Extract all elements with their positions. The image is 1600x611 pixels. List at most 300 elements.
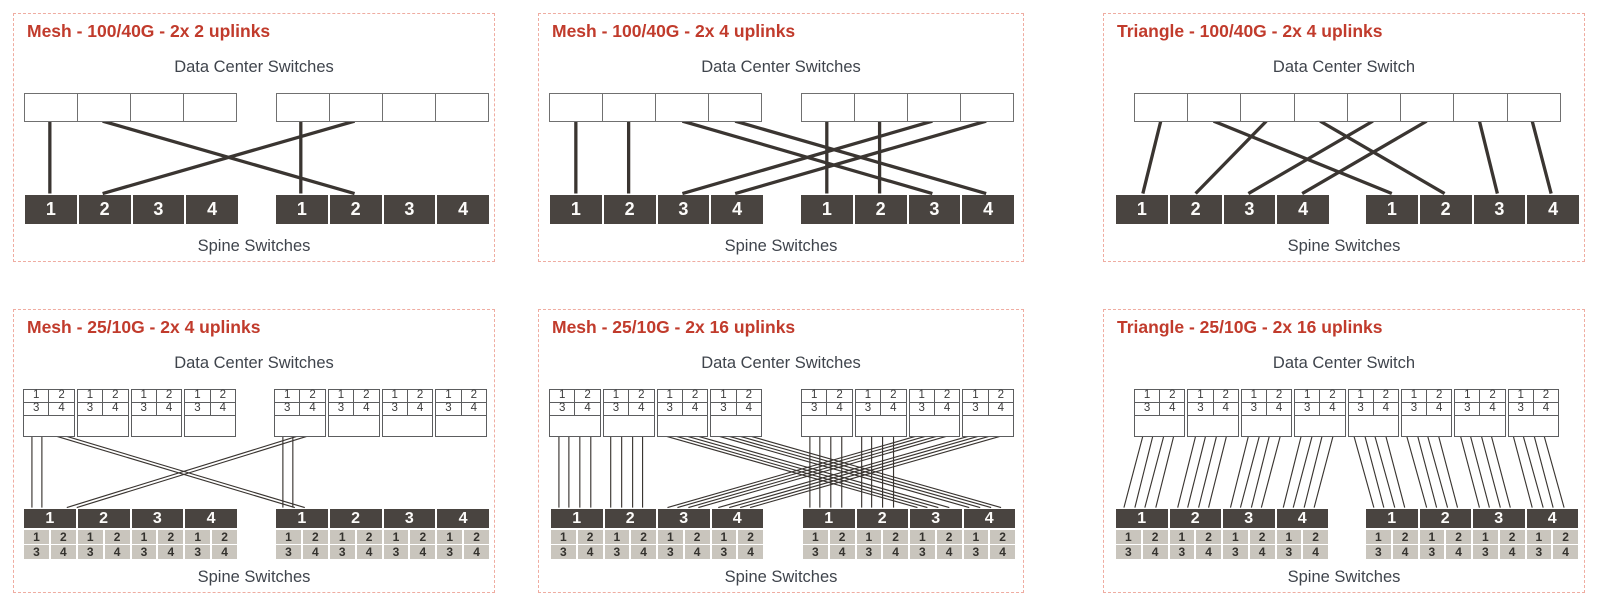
spine-switch-box: 2 bbox=[1170, 195, 1222, 224]
spine-port-cell: 1 bbox=[1170, 530, 1195, 544]
spine-switch-box: 4 bbox=[437, 195, 489, 224]
dc-switch-box bbox=[655, 93, 709, 122]
spine-switches-label: Spine Switches bbox=[197, 568, 311, 586]
uplink-line bbox=[729, 436, 979, 507]
dc-switch-body bbox=[1455, 416, 1504, 436]
spine-port-cell: 1 bbox=[964, 530, 989, 544]
spine-switch-box: 2 bbox=[330, 509, 382, 528]
dc-switch-body bbox=[275, 416, 325, 436]
spine-port-row bbox=[1366, 530, 1578, 544]
spine-port-cell: 1 bbox=[1420, 530, 1445, 544]
dc-port-cell: 4 bbox=[881, 403, 905, 415]
dc-switch-block bbox=[1134, 389, 1185, 437]
dc-switch-box bbox=[1453, 93, 1508, 122]
dc-switch-block bbox=[1348, 389, 1399, 437]
spine-switch-box: 2 bbox=[605, 509, 657, 528]
dc-port-cell: 2 bbox=[1320, 390, 1344, 402]
uplink-line bbox=[735, 121, 986, 193]
dc-port-cell: 4 bbox=[683, 403, 707, 415]
dc-port-cell: 4 bbox=[1214, 403, 1238, 415]
spine-port-cell: 3 bbox=[1277, 545, 1302, 559]
spine-port-cell: 4 bbox=[883, 545, 908, 559]
dc-port-cell: 2 bbox=[935, 390, 959, 402]
spine-port-cell: 2 bbox=[883, 530, 908, 544]
spine-switch-group bbox=[1366, 195, 1579, 224]
dc-switch-box bbox=[435, 93, 489, 122]
dc-switch-box bbox=[1187, 93, 1242, 122]
dc-switch-box bbox=[854, 93, 908, 122]
data-center-switches-label: Data Center Switches bbox=[174, 58, 334, 76]
spine-port-row bbox=[803, 530, 1015, 544]
spine-port-row bbox=[276, 530, 489, 544]
uplink-line bbox=[1461, 436, 1480, 507]
spine-port-cell: 3 bbox=[437, 545, 462, 559]
spine-switch-box: 4 bbox=[437, 509, 489, 528]
spine-port-cell: 1 bbox=[605, 530, 630, 544]
uplink-line bbox=[1251, 436, 1269, 507]
spine-port-cell: 3 bbox=[132, 545, 157, 559]
dc-port-cell: 1 bbox=[1188, 390, 1212, 402]
dc-switch-group bbox=[24, 93, 237, 122]
spine-port-row bbox=[1116, 530, 1328, 544]
spine-port-cell: 2 bbox=[1250, 530, 1275, 544]
spine-switch-box: 1 bbox=[1116, 509, 1168, 528]
spine-switch-box: 1 bbox=[1116, 195, 1168, 224]
spine-port-cell: 3 bbox=[384, 545, 409, 559]
dc-port-cell: 3 bbox=[711, 403, 735, 415]
uplink-line bbox=[1491, 436, 1510, 507]
spine-switch-row bbox=[803, 509, 1015, 528]
dc-switch-body bbox=[910, 416, 960, 436]
dc-switch-body bbox=[802, 416, 852, 436]
spine-switch-box: 2 bbox=[604, 195, 656, 224]
spine-port-row bbox=[1366, 545, 1578, 559]
dc-port-cell: 4 bbox=[629, 403, 653, 415]
spine-port-cell: 1 bbox=[276, 530, 301, 544]
dc-port-cell: 1 bbox=[802, 390, 826, 402]
uplink-line bbox=[686, 436, 938, 507]
spine-switches-label: Spine Switches bbox=[197, 237, 311, 255]
spine-port-cell: 3 bbox=[803, 545, 828, 559]
uplink-line bbox=[1386, 436, 1405, 507]
dc-switch-box bbox=[1240, 93, 1295, 122]
dc-switch-block bbox=[1454, 389, 1505, 437]
dc-switch-block bbox=[549, 389, 601, 437]
uplink-line bbox=[1124, 436, 1143, 507]
panel-title: Triangle - 25/10G - 2x 16 uplinks bbox=[1117, 317, 1383, 337]
spine-switch-box: 3 bbox=[384, 509, 436, 528]
dc-switch-body bbox=[1135, 416, 1184, 436]
uplink-line bbox=[750, 436, 1001, 507]
spine-port-cell: 4 bbox=[1250, 545, 1275, 559]
spine-port-cell: 2 bbox=[158, 530, 183, 544]
uplink-line bbox=[1481, 436, 1500, 507]
spine-switch-box: 4 bbox=[185, 509, 237, 528]
dc-switch-body bbox=[24, 416, 74, 436]
panel-title: Mesh - 100/40G - 2x 2 uplinks bbox=[27, 21, 271, 41]
spine-port-cell: 4 bbox=[1500, 545, 1525, 559]
spine-port-cell: 4 bbox=[105, 545, 130, 559]
spine-switch-box: 4 bbox=[186, 195, 238, 224]
spine-switch-box: 3 bbox=[1473, 509, 1525, 528]
uplink-line bbox=[739, 436, 991, 507]
dc-switch-group bbox=[801, 93, 1014, 122]
spine-port-cell: 2 bbox=[937, 530, 962, 544]
spine-switches-label: Spine Switches bbox=[1287, 568, 1401, 586]
uplink-line bbox=[682, 121, 932, 193]
dc-switch-group bbox=[1134, 389, 1559, 437]
dc-port-cell: 1 bbox=[910, 390, 934, 402]
dc-port-cell: 3 bbox=[1242, 403, 1266, 415]
dc-port-cell: 4 bbox=[157, 403, 181, 415]
spine-port-cell: 2 bbox=[578, 530, 603, 544]
uplink-line bbox=[1145, 436, 1164, 507]
spine-port-cell: 3 bbox=[1527, 545, 1552, 559]
uplink-line bbox=[1407, 436, 1427, 507]
uplink-line bbox=[1354, 436, 1374, 507]
spine-port-cell: 3 bbox=[1116, 545, 1141, 559]
dc-port-cell: 1 bbox=[185, 390, 209, 402]
dc-port-cell: 2 bbox=[300, 390, 324, 402]
uplink-line bbox=[1214, 121, 1392, 193]
dc-switch-block bbox=[131, 389, 183, 437]
spine-switch-box: 3 bbox=[1224, 195, 1276, 224]
dc-port-cell: 1 bbox=[1455, 390, 1479, 402]
spine-switch-group bbox=[24, 509, 237, 559]
spine-switch-row bbox=[1366, 509, 1578, 528]
spine-port-cell: 1 bbox=[1116, 530, 1141, 544]
dc-port-cell: 1 bbox=[24, 390, 48, 402]
dc-switch-group bbox=[549, 389, 762, 437]
spine-port-cell: 4 bbox=[1303, 545, 1328, 559]
spine-switch-row bbox=[1116, 509, 1328, 528]
spine-port-cell: 1 bbox=[1223, 530, 1248, 544]
spine-switch-box: 3 bbox=[909, 195, 961, 224]
spine-switch-row bbox=[276, 509, 489, 528]
dc-switch-body bbox=[550, 416, 600, 436]
dc-port-cell: 3 bbox=[856, 403, 880, 415]
spine-switch-box: 2 bbox=[78, 509, 130, 528]
dc-port-cell: 2 bbox=[408, 390, 432, 402]
dc-switch-box bbox=[1347, 93, 1402, 122]
spine-port-cell: 2 bbox=[1143, 530, 1168, 544]
dc-switch-block bbox=[855, 389, 907, 437]
spine-switch-group bbox=[276, 509, 489, 559]
spine-port-cell: 4 bbox=[738, 545, 763, 559]
spine-port-cell: 4 bbox=[1196, 545, 1221, 559]
spine-port-cell: 3 bbox=[964, 545, 989, 559]
spine-switch-box: 3 bbox=[658, 195, 710, 224]
spine-port-cell: 1 bbox=[384, 530, 409, 544]
uplink-line bbox=[1188, 436, 1206, 507]
spine-port-cell: 1 bbox=[803, 530, 828, 544]
spine-switch-box: 1 bbox=[801, 195, 853, 224]
uplink-line bbox=[665, 436, 917, 507]
spine-port-cell: 3 bbox=[1170, 545, 1195, 559]
spine-port-cell: 2 bbox=[830, 530, 855, 544]
uplink-line bbox=[718, 436, 969, 507]
data-center-switches-label: Data Center Switches bbox=[701, 354, 861, 372]
dc-switch-body bbox=[963, 416, 1013, 436]
spine-port-cell: 3 bbox=[24, 545, 49, 559]
dc-port-cell: 3 bbox=[24, 403, 48, 415]
dc-port-cell: 1 bbox=[132, 390, 156, 402]
spine-switch-group bbox=[550, 195, 763, 224]
dc-switch-body bbox=[856, 416, 906, 436]
dc-port-cell: 2 bbox=[683, 390, 707, 402]
uplink-line bbox=[1143, 121, 1161, 193]
dc-switch-block bbox=[1187, 389, 1238, 437]
dc-port-cell: 3 bbox=[132, 403, 156, 415]
spine-port-cell: 4 bbox=[212, 545, 237, 559]
dc-port-cell: 4 bbox=[103, 403, 127, 415]
dc-switch-group bbox=[274, 389, 487, 437]
spine-port-cell: 4 bbox=[357, 545, 382, 559]
spine-switch-box: 3 bbox=[910, 509, 962, 528]
dc-switch-box bbox=[907, 93, 961, 122]
spine-port-cell: 1 bbox=[132, 530, 157, 544]
dc-port-cell: 1 bbox=[856, 390, 880, 402]
dc-switch-box bbox=[708, 93, 762, 122]
dc-port-cell: 3 bbox=[963, 403, 987, 415]
uplink-line bbox=[1261, 436, 1280, 507]
spine-port-cell: 4 bbox=[631, 545, 656, 559]
dc-switch-block bbox=[603, 389, 655, 437]
dc-port-cell: 1 bbox=[1295, 390, 1319, 402]
spine-port-cell: 2 bbox=[105, 530, 130, 544]
uplink-line bbox=[740, 436, 990, 507]
spine-switch-box: 4 bbox=[1277, 195, 1329, 224]
uplink-line bbox=[1523, 436, 1543, 507]
dc-switch-block bbox=[1241, 389, 1292, 437]
spine-port-cell: 4 bbox=[1143, 545, 1168, 559]
uplink-line bbox=[1314, 436, 1333, 507]
uplink-line bbox=[667, 436, 916, 507]
spine-switch-box: 4 bbox=[962, 195, 1014, 224]
spine-switch-group bbox=[1366, 509, 1578, 559]
uplink-line bbox=[697, 436, 949, 507]
uplink-line bbox=[1248, 121, 1372, 193]
dc-port-cell: 2 bbox=[737, 390, 761, 402]
dc-switch-block bbox=[435, 389, 487, 437]
spine-port-cell: 4 bbox=[937, 545, 962, 559]
uplink-line bbox=[1534, 436, 1553, 507]
spine-port-cell: 1 bbox=[1473, 530, 1498, 544]
dc-port-cell: 2 bbox=[103, 390, 127, 402]
dc-switch-body bbox=[1188, 416, 1237, 436]
spine-port-cell: 4 bbox=[51, 545, 76, 559]
spine-port-cell: 2 bbox=[1500, 530, 1525, 544]
dc-switch-group bbox=[801, 389, 1014, 437]
spine-port-cell: 1 bbox=[78, 530, 103, 544]
uplink-line bbox=[1544, 436, 1564, 507]
dc-port-cell: 1 bbox=[1242, 390, 1266, 402]
dc-port-cell: 4 bbox=[1534, 403, 1558, 415]
spine-switch-box: 1 bbox=[551, 509, 603, 528]
dc-port-cell: 3 bbox=[1509, 403, 1533, 415]
spine-port-cell: 1 bbox=[910, 530, 935, 544]
dc-port-cell: 3 bbox=[275, 403, 299, 415]
dc-port-cell: 2 bbox=[989, 390, 1013, 402]
dc-port-cell: 4 bbox=[211, 403, 235, 415]
spine-switch-box: 1 bbox=[276, 195, 328, 224]
spine-port-cell: 3 bbox=[658, 545, 683, 559]
dc-switch-body bbox=[185, 416, 235, 436]
spine-port-cell: 3 bbox=[551, 545, 576, 559]
dc-port-cell: 3 bbox=[658, 403, 682, 415]
spine-port-row bbox=[803, 545, 1015, 559]
spine-port-cell: 2 bbox=[1393, 530, 1418, 544]
panel-title: Triangle - 100/40G - 2x 4 uplinks bbox=[1117, 21, 1383, 41]
data-center-switches-label: Data Center Switch bbox=[1272, 354, 1416, 372]
uplink-line bbox=[1135, 436, 1153, 507]
spine-port-cell: 2 bbox=[464, 530, 489, 544]
spine-port-cell: 2 bbox=[631, 530, 656, 544]
dc-switch-group bbox=[23, 389, 236, 437]
dc-port-cell: 3 bbox=[185, 403, 209, 415]
spine-switch-box: 3 bbox=[133, 195, 185, 224]
uplink-line bbox=[675, 436, 927, 507]
spine-port-row bbox=[276, 545, 489, 559]
spine-port-cell: 2 bbox=[1446, 530, 1471, 544]
dc-port-cell: 1 bbox=[658, 390, 682, 402]
spine-port-cell: 2 bbox=[410, 530, 435, 544]
dc-switch-body bbox=[132, 416, 182, 436]
panel-title: Mesh - 25/10G - 2x 4 uplinks bbox=[27, 317, 261, 337]
spine-switch-box: 4 bbox=[712, 509, 764, 528]
dc-port-cell: 2 bbox=[211, 390, 235, 402]
dc-switch-box bbox=[1134, 93, 1189, 122]
uplink-line bbox=[1320, 121, 1444, 193]
uplink-line bbox=[56, 436, 295, 507]
dc-switch-body bbox=[604, 416, 654, 436]
uplink-line bbox=[1375, 436, 1395, 507]
dc-switch-body bbox=[1349, 416, 1398, 436]
dc-switch-group bbox=[276, 93, 489, 122]
spine-port-row bbox=[1116, 545, 1328, 559]
dc-port-cell: 4 bbox=[1320, 403, 1344, 415]
spine-port-cell: 4 bbox=[1393, 545, 1418, 559]
dc-port-cell: 3 bbox=[383, 403, 407, 415]
spine-port-cell: 2 bbox=[1196, 530, 1221, 544]
dc-port-cell: 3 bbox=[802, 403, 826, 415]
spine-switch-box: 1 bbox=[550, 195, 602, 224]
dc-switch-block bbox=[657, 389, 709, 437]
panel-mesh-25-10g-2x16-uplinks bbox=[538, 309, 1024, 593]
dc-port-cell: 1 bbox=[963, 390, 987, 402]
dc-switch-box bbox=[130, 93, 184, 122]
dc-port-cell: 3 bbox=[550, 403, 574, 415]
spine-port-cell: 2 bbox=[685, 530, 710, 544]
dc-port-cell: 4 bbox=[354, 403, 378, 415]
uplink-line bbox=[1470, 436, 1489, 507]
spine-switch-box: 1 bbox=[25, 195, 77, 224]
spine-port-cell: 4 bbox=[990, 545, 1015, 559]
spine-switch-box: 3 bbox=[132, 509, 184, 528]
uplink-line bbox=[750, 436, 1001, 507]
spine-port-cell: 2 bbox=[357, 530, 382, 544]
dc-switch-box bbox=[183, 93, 237, 122]
uplink-line bbox=[67, 436, 298, 507]
spine-port-cell: 3 bbox=[1366, 545, 1391, 559]
spine-switch-box: 1 bbox=[803, 509, 855, 528]
dc-switch-box bbox=[1400, 93, 1455, 122]
dc-port-cell: 3 bbox=[1135, 403, 1159, 415]
spine-switch-box: 1 bbox=[24, 509, 76, 528]
spine-port-cell: 4 bbox=[410, 545, 435, 559]
spine-switch-row bbox=[24, 509, 237, 528]
data-center-switches-label: Data Center Switches bbox=[701, 58, 861, 76]
spine-port-cell: 1 bbox=[185, 530, 210, 544]
dc-switch-block bbox=[23, 389, 75, 437]
dc-port-cell: 3 bbox=[1349, 403, 1373, 415]
dc-switch-body bbox=[658, 416, 708, 436]
spine-port-cell: 3 bbox=[185, 545, 210, 559]
spine-port-cell: 3 bbox=[712, 545, 737, 559]
dc-port-cell: 1 bbox=[604, 390, 628, 402]
dc-port-cell: 4 bbox=[935, 403, 959, 415]
spine-port-cell: 1 bbox=[658, 530, 683, 544]
dc-port-cell: 4 bbox=[462, 403, 486, 415]
spine-port-cell: 4 bbox=[830, 545, 855, 559]
spine-port-cell: 3 bbox=[857, 545, 882, 559]
dc-port-cell: 2 bbox=[827, 390, 851, 402]
dc-port-cell: 2 bbox=[49, 390, 73, 402]
dc-switch-body bbox=[383, 416, 433, 436]
spine-port-cell: 3 bbox=[605, 545, 630, 559]
dc-port-cell: 4 bbox=[1160, 403, 1184, 415]
dc-switch-body bbox=[329, 416, 379, 436]
spine-port-cell: 1 bbox=[857, 530, 882, 544]
uplink-line bbox=[1156, 436, 1174, 507]
spine-port-row bbox=[24, 545, 237, 559]
dc-switch-box bbox=[1294, 93, 1349, 122]
dc-port-cell: 3 bbox=[604, 403, 628, 415]
spine-port-cell: 4 bbox=[578, 545, 603, 559]
uplink-line bbox=[677, 436, 926, 507]
uplink-line bbox=[66, 436, 305, 507]
dc-switch-block bbox=[962, 389, 1014, 437]
uplink-line bbox=[1209, 436, 1227, 507]
spine-port-cell: 2 bbox=[738, 530, 763, 544]
dc-switch-box bbox=[329, 93, 383, 122]
dc-port-cell: 1 bbox=[1402, 390, 1426, 402]
dc-port-cell: 1 bbox=[550, 390, 574, 402]
dc-port-cell: 3 bbox=[1402, 403, 1426, 415]
spine-switch-box: 1 bbox=[1366, 195, 1418, 224]
dc-port-cell: 3 bbox=[1455, 403, 1479, 415]
spine-port-cell: 3 bbox=[1420, 545, 1445, 559]
dc-switch-body bbox=[1402, 416, 1451, 436]
dc-switch-body bbox=[78, 416, 128, 436]
dc-port-cell: 4 bbox=[737, 403, 761, 415]
uplink-line bbox=[1302, 121, 1426, 193]
spine-switch-box: 2 bbox=[1170, 509, 1222, 528]
data-center-switches-label: Data Center Switch bbox=[1272, 58, 1416, 76]
dc-switch-block bbox=[710, 389, 762, 437]
dc-port-cell: 4 bbox=[989, 403, 1013, 415]
dc-switch-body bbox=[1509, 416, 1558, 436]
dc-switch-box bbox=[602, 93, 656, 122]
dc-switch-box bbox=[382, 93, 436, 122]
panel-title: Mesh - 25/10G - 2x 16 uplinks bbox=[552, 317, 796, 337]
uplink-line bbox=[718, 436, 969, 507]
spine-port-row bbox=[24, 530, 237, 544]
dc-port-cell: 4 bbox=[1480, 403, 1504, 415]
uplink-line bbox=[735, 121, 986, 193]
dc-switch-group bbox=[549, 93, 762, 122]
spine-switch-box: 3 bbox=[1474, 195, 1526, 224]
